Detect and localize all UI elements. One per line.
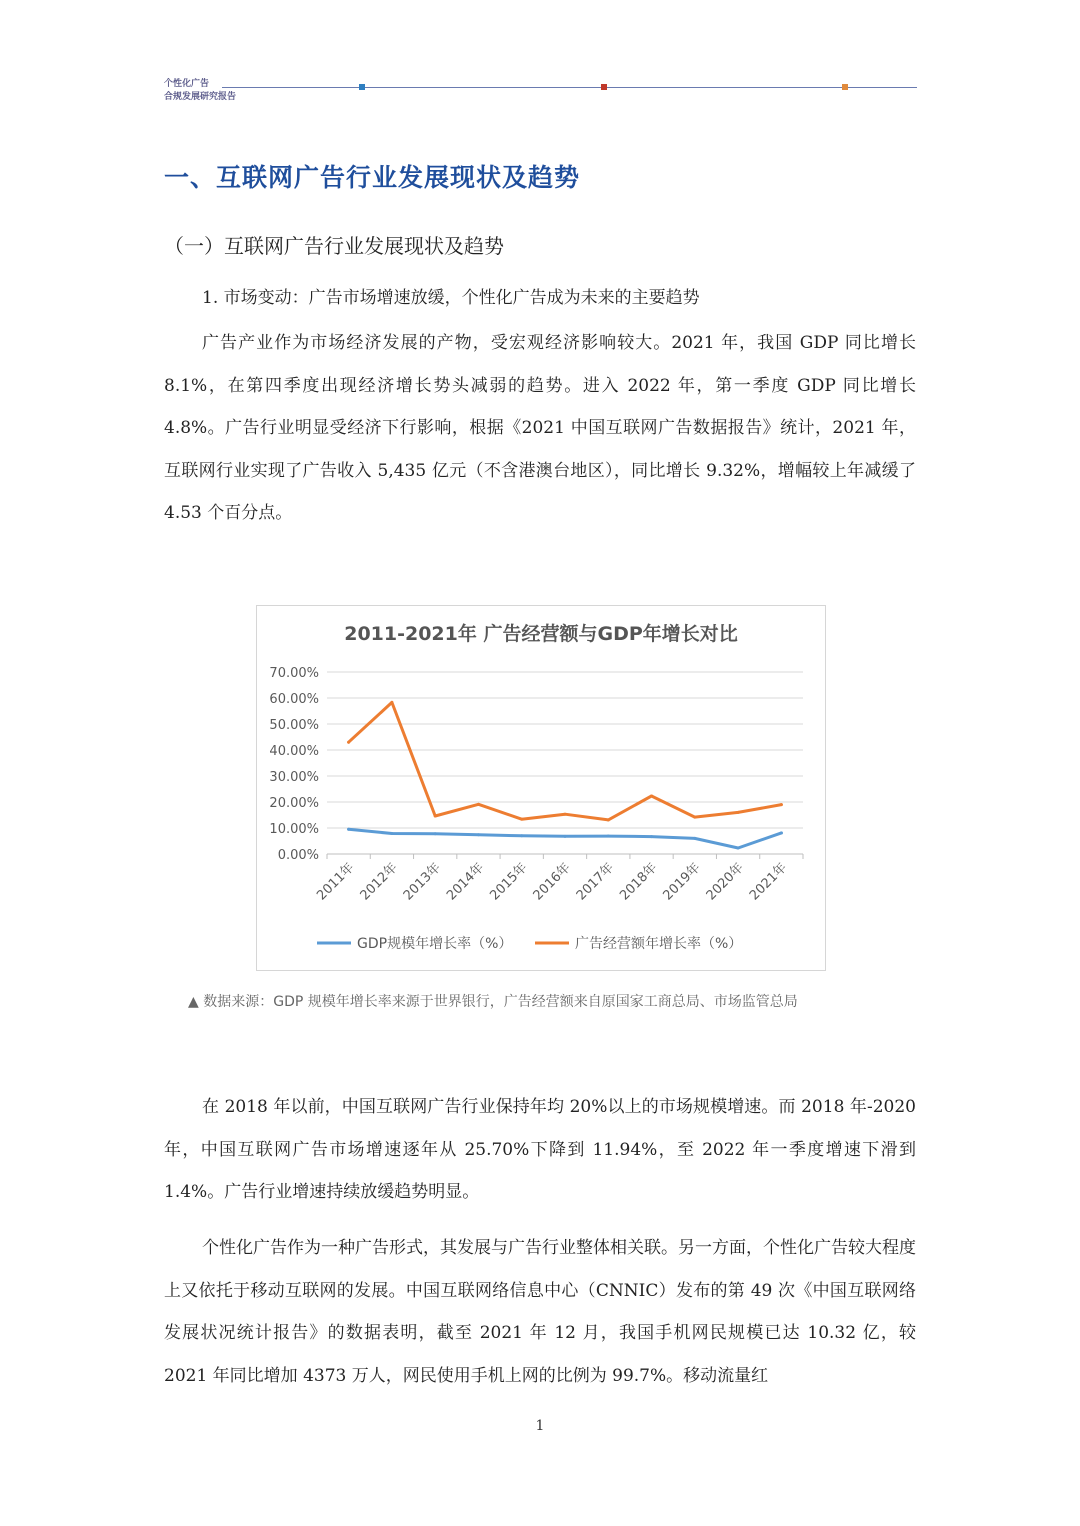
y-tick-label: 30.00% bbox=[269, 770, 319, 785]
data-point bbox=[693, 837, 696, 840]
y-tick-label: 50.00% bbox=[269, 718, 319, 733]
line-chart bbox=[257, 606, 825, 970]
header-rule bbox=[222, 87, 917, 88]
x-tick-label: 2017年 bbox=[573, 860, 618, 904]
data-point bbox=[347, 828, 350, 831]
data-point bbox=[607, 818, 610, 821]
data-point bbox=[780, 803, 783, 806]
x-tick-label: 2014年 bbox=[444, 860, 488, 904]
x-tick-label: 2018年 bbox=[617, 860, 661, 904]
y-tick-label: 60.00% bbox=[269, 692, 319, 707]
data-point bbox=[477, 803, 480, 806]
x-tick-label: 2012年 bbox=[357, 860, 401, 904]
chart-caption: ▲ 数据来源：GDP 规模年增长率来源于世界银行，广告经营额来自原国家工商总局、市场监管总局 bbox=[188, 994, 798, 1010]
data-point bbox=[347, 741, 350, 744]
header-marker-red bbox=[601, 84, 607, 90]
data-point bbox=[737, 811, 740, 814]
header-brand bbox=[164, 78, 236, 104]
x-tick-label: 2020年 bbox=[703, 860, 747, 904]
data-point bbox=[607, 835, 610, 838]
x-tick-label: 2013年 bbox=[400, 860, 445, 904]
page-number: 1 bbox=[535, 1418, 545, 1434]
legend-label-2: 广告经营额年增长率（%） bbox=[575, 936, 743, 952]
data-point bbox=[564, 835, 567, 838]
paragraph-3: 个性化广告作为一种广告形式，其发展与广告行业整体相关联。另一方面，个性化广告较大程度上又依托于移动互联网的发展。中国互联网络信息中心（CNNIC）发布的第 49 次《中国互联网络发展状况统计报告》的数据表明，截至 2021 年 12 月，我国手机网民规模已达 10.32 亿，较 2021 年同比增加 4373 万人，网民使用手机上网的比例为 99.7%。移动流量红 bbox=[164, 1238, 916, 1386]
x-tick-label: 2019年 bbox=[660, 860, 704, 904]
data-point bbox=[650, 795, 653, 798]
brand-line-2: 合规发展研究报告 bbox=[164, 92, 237, 102]
y-tick-label: 40.00% bbox=[269, 744, 319, 759]
chart-title: 2011-2021年 广告经营额与GDP年增长对比 bbox=[344, 623, 738, 645]
y-tick-label: 20.00% bbox=[269, 796, 319, 811]
header-marker-orange bbox=[842, 84, 848, 90]
y-tick-label: 0.00% bbox=[277, 848, 319, 863]
x-tick-label: 2016年 bbox=[530, 860, 574, 904]
x-tick-label: 2021年 bbox=[746, 860, 791, 904]
brand-line-1: 个性化广告 bbox=[164, 79, 210, 89]
section-subtitle: （一）互联网广告行业发展现状及趋势 bbox=[164, 234, 504, 258]
data-point bbox=[650, 835, 653, 838]
y-tick-label: 10.00% bbox=[269, 822, 319, 837]
data-point bbox=[520, 834, 523, 837]
data-point bbox=[434, 815, 437, 818]
y-tick-label: 70.00% bbox=[269, 666, 319, 681]
data-point bbox=[477, 833, 480, 836]
series-line-1 bbox=[349, 829, 782, 848]
chart-container bbox=[256, 605, 826, 971]
x-tick-label: 2015年 bbox=[487, 860, 531, 904]
x-tick-label: 2011年 bbox=[314, 860, 358, 904]
paragraph-2: 在 2018 年以前，中国互联网广告行业保持年均 20%以上的市场规模增速。而 2018 年-2020 年，中国互联网广告市场增速逐年从 25.70%下降到 11.94%，至 2022 年一季度增速下滑到 1.4%。广告行业增速持续放缓趋势明显。 bbox=[164, 1097, 916, 1202]
data-point bbox=[693, 816, 696, 819]
data-point bbox=[564, 813, 567, 816]
data-point bbox=[737, 847, 740, 850]
data-point bbox=[434, 832, 437, 835]
legend-label-1: GDP规模年增长率（%） bbox=[357, 936, 513, 952]
paragraph-1: 广告产业作为市场经济发展的产物，受宏观经济影响较大。2021 年，我国 GDP 同比增长 8.1%，在第四季度出现经济增长势头减弱的趋势。进入 2022 年，第一季度 GDP 同比增长 4.8%。广告行业明显受经济下行影响，根据《2021 中国互联网广告数据报告》统计，2021 年，互联网行业实现了广告收入 5,435 亿元（不含港澳台地区），同比增长 9.32%，增幅较上年减缓了 4.53 个百分点。 bbox=[164, 333, 916, 523]
data-point bbox=[390, 701, 393, 704]
section-title: 一、互联网广告行业发展现状及趋势 bbox=[164, 163, 581, 192]
data-point bbox=[390, 832, 393, 835]
header-marker-blue bbox=[359, 84, 365, 90]
item-heading: 1. 市场变动：广告市场增速放缓，个性化广告成为未来的主要趋势 bbox=[202, 288, 700, 308]
data-point bbox=[780, 831, 783, 834]
data-point bbox=[520, 818, 523, 821]
